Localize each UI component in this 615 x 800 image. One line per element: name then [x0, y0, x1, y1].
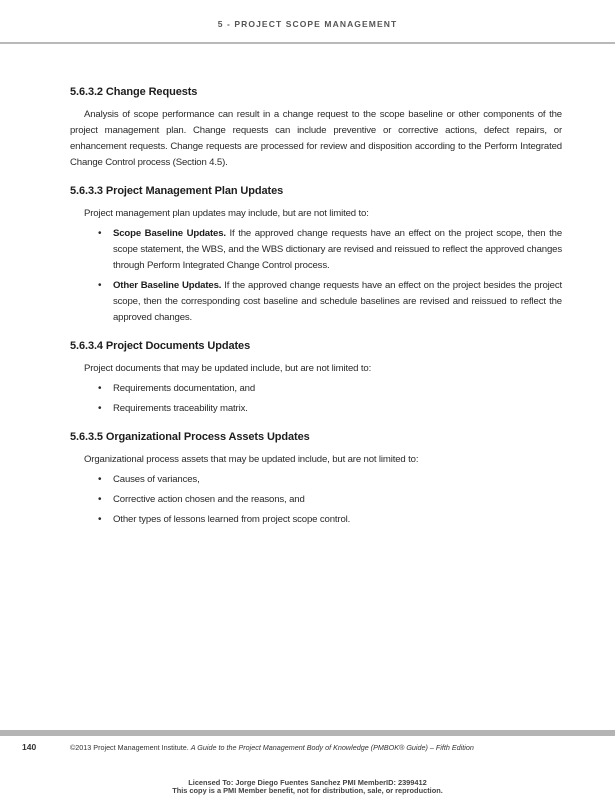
section-title: 5.6.3.5 Organizational Process Assets Updates	[70, 431, 310, 443]
bullet-icon: •	[98, 228, 102, 239]
page-header	[0, 0, 615, 44]
section-pm-plan-updates	[70, 185, 562, 326]
section-title: 5.6.3.3 Project Management Plan Updates	[70, 185, 284, 197]
item-text: Corrective action chosen and the reasons, and	[113, 494, 305, 505]
item-text: Requirements traceability matrix.	[113, 403, 248, 414]
item-text: Causes of variances,	[113, 474, 200, 485]
section-change-requests	[70, 86, 562, 171]
bullet-list	[70, 381, 562, 417]
list-item	[98, 278, 562, 326]
bullet-icon: •	[98, 403, 102, 414]
section-intro: Project management plan updates may include, but are not limited to:	[84, 208, 369, 219]
section-project-documents-updates	[70, 340, 562, 417]
section-title: 5.6.3.2 Change Requests	[70, 86, 198, 98]
list-item	[98, 512, 562, 528]
page-number: 140	[22, 742, 37, 752]
item-text: If the approved change requests have an effect on the project besides the project scope, then the corresponding cost baseline and schedule baselines are revised and reissued to reflect the approved changes.	[113, 280, 562, 323]
page-content	[70, 86, 562, 542]
item-text: Other types of lessons learned from project scope control.	[113, 514, 351, 525]
list-item	[98, 226, 562, 274]
bullet-icon: •	[98, 494, 102, 505]
list-item	[98, 381, 562, 397]
copyright-notice	[70, 743, 474, 752]
chapter-title: 5 - PROJECT SCOPE MANAGEMENT	[217, 19, 398, 29]
bullet-icon: •	[98, 280, 102, 291]
book-title: A Guide to the Project Management Body of Knowledge (PMBOK® Guide) – Fifth Edition	[190, 743, 474, 752]
section-paragraph: Analysis of scope performance can result in a change request to the scope baseline or other components of the project management plan. Change requests can include preventive or corrective actions, defect repairs, or enhancement requests. Change requests are processed for review and disposition according to the Perform Integrated Change Control process (Section 4.5).	[70, 109, 562, 168]
section-intro: Organizational process assets that may be updated include, but are not limited to:	[84, 454, 419, 465]
license-notice	[0, 779, 615, 795]
bullet-icon: •	[98, 383, 102, 394]
list-item	[98, 401, 562, 417]
copyright-prefix: ©2013 Project Management Institute.	[70, 743, 191, 752]
item-text: Requirements documentation, and	[113, 383, 256, 394]
item-text: If the approved change requests have an effect on the project scope, then the scope statement, the WBS, and the WBS dictionary are revised and reissued to reflect the approved changes through Perform Integrated Change Control process.	[113, 228, 563, 271]
item-term: Other Baseline Updates.	[113, 280, 222, 291]
bullet-list	[70, 472, 562, 528]
footer-rule	[0, 730, 615, 736]
bullet-icon: •	[98, 514, 102, 525]
license-line-2: This copy is a PMI Member benefit, not for distribution, sale, or reproduction.	[172, 786, 443, 795]
section-title: 5.6.3.4 Project Documents Updates	[70, 340, 251, 352]
item-term: Scope Baseline Updates.	[113, 228, 226, 239]
bullet-icon: •	[98, 474, 102, 485]
section-intro: Project documents that may be updated include, but are not limited to:	[84, 363, 372, 374]
list-item	[98, 492, 562, 508]
license-line-1: Licensed To: Jorge Diego Fuentes Sanchez PMI MemberID: 2399412	[188, 778, 427, 787]
list-item	[98, 472, 562, 488]
bullet-list	[70, 226, 562, 326]
section-opa-updates	[70, 431, 562, 528]
